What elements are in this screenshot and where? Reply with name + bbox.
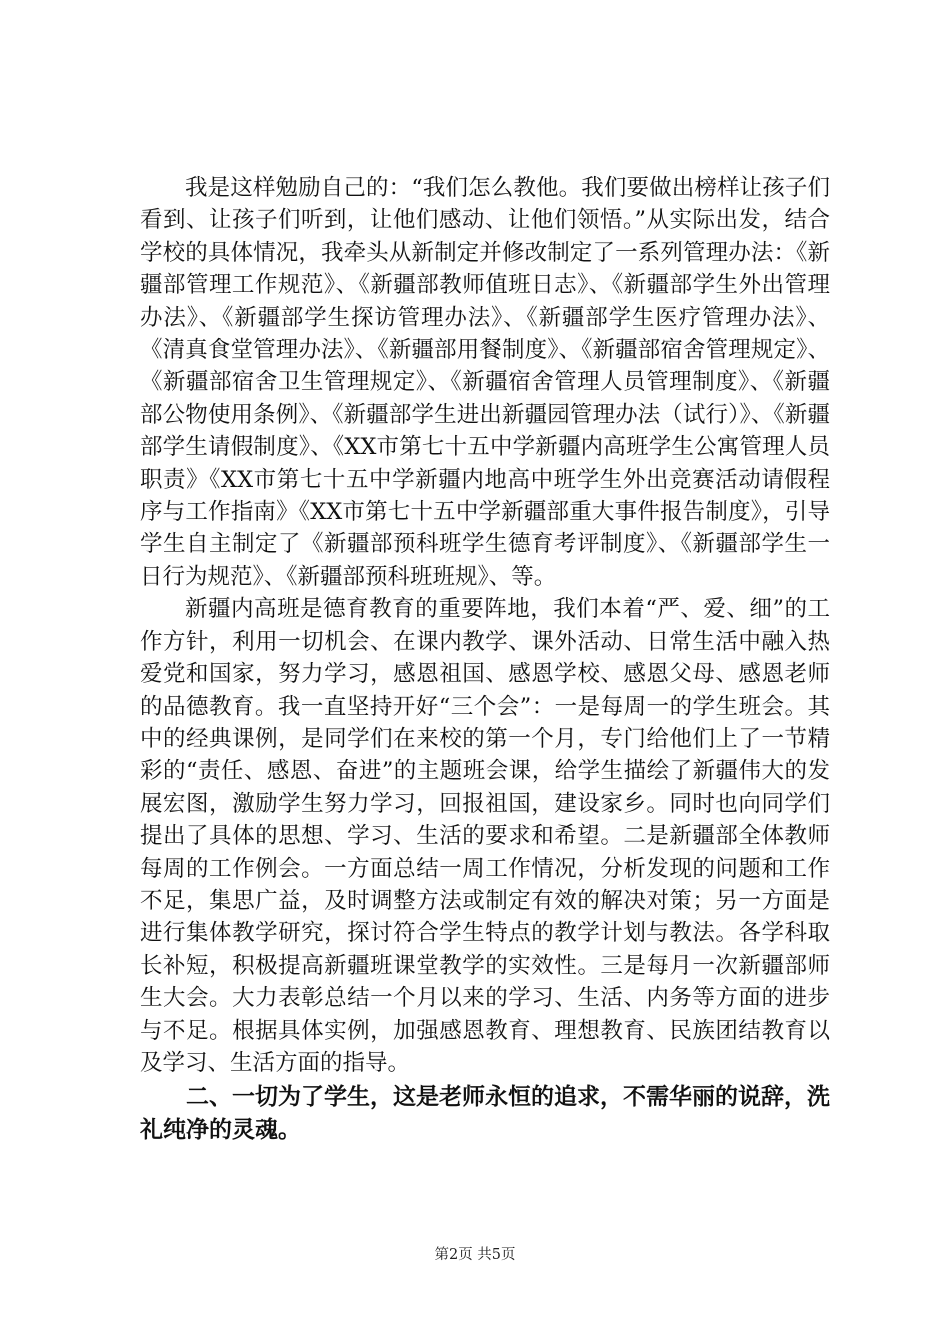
body-paragraph-2: 新疆内高班是德育教育的重要阵地，我们本着“严、爱、细”的工作方针，利用一切机会、在课内教学、课外活动、日常生活中融入热爱党和国家，努力学习，感恩祖国、感恩学校、感恩父母、感恩老师的品德教育。我一直坚持开好“三个会”：一是每周一的学生班会。其中的经典课例，是同学们在来校的第一个月，专门给他们上了一节精彩的“责任、感恩、奋进”的主题班会课，给学生描绘了新疆伟大的发展宏图，激励学生努力学习，回报祖国，建设家乡。同时也向同学们提出了具体的思想、学习、生活的要求和希望。二是新疆部全体教师每周的工作例会。一方面总结一周工作情况，分析发现的问题和工作不足，集思广益，及时调整方法或制定有效的解决对策；另一方面是进行集体教学研究，探讨符合学生特点的教学计划与教法。各学科取长补短，积极提高新疆班课堂教学的实效性。三是每月一次新疆部师生大会。大力表彰总结一个月以来的学习、生活、内务等方面的进步与不足。根据具体实例，加强感恩教育、理想教育、民族团结教育以及学习、生活方面的指导。 — [140, 596, 830, 1076]
section-heading: 二、一切为了学生，这是老师永恒的追求，不需华丽的说辞，洗礼纯净的灵魂。 — [140, 1084, 830, 1144]
body-paragraph-1: 我是这样勉励自己的：“我们怎么教他。我们要做出榜样让孩子们看到、让孩子们听到，让他们感动、让他们领悟。”从实际出发，结合学校的具体情况，我牵头从新制定并修改制定了一系列管理办法：《新疆部管理工作规范》、《新疆部教师值班日志》、《新疆部学生外出管理办法》、《新疆部学生探访管理办法》、《新疆部学生医疗管理办法》、《清真食堂管理办法》、《新疆部用餐制度》、《新疆部宿舍管理规定》、《新疆部宿舍卫生管理规定》、《新疆宿舍管理人员管理制度》、《新疆部公物使用条例》、《新疆部学生进出新疆园管理办法（试行）》、《新疆部学生请假制度》、《XX市第七十五中学新疆内高班学生公寓管理人员职责》《XX市第七十五中学新疆内地高中班学生外出竞赛活动请假程序与工作指南》《XX市第七十五中学新疆部重大事件报告制度》，引导学生自主制定了《新疆部预科班学生德育考评制度》、《新疆部学生一日行为规范》、《新疆部预科班班规》、等。 — [140, 175, 830, 590]
document-body — [140, 172, 830, 1147]
page-footer: 第2页 共5页 — [434, 1247, 516, 1263]
